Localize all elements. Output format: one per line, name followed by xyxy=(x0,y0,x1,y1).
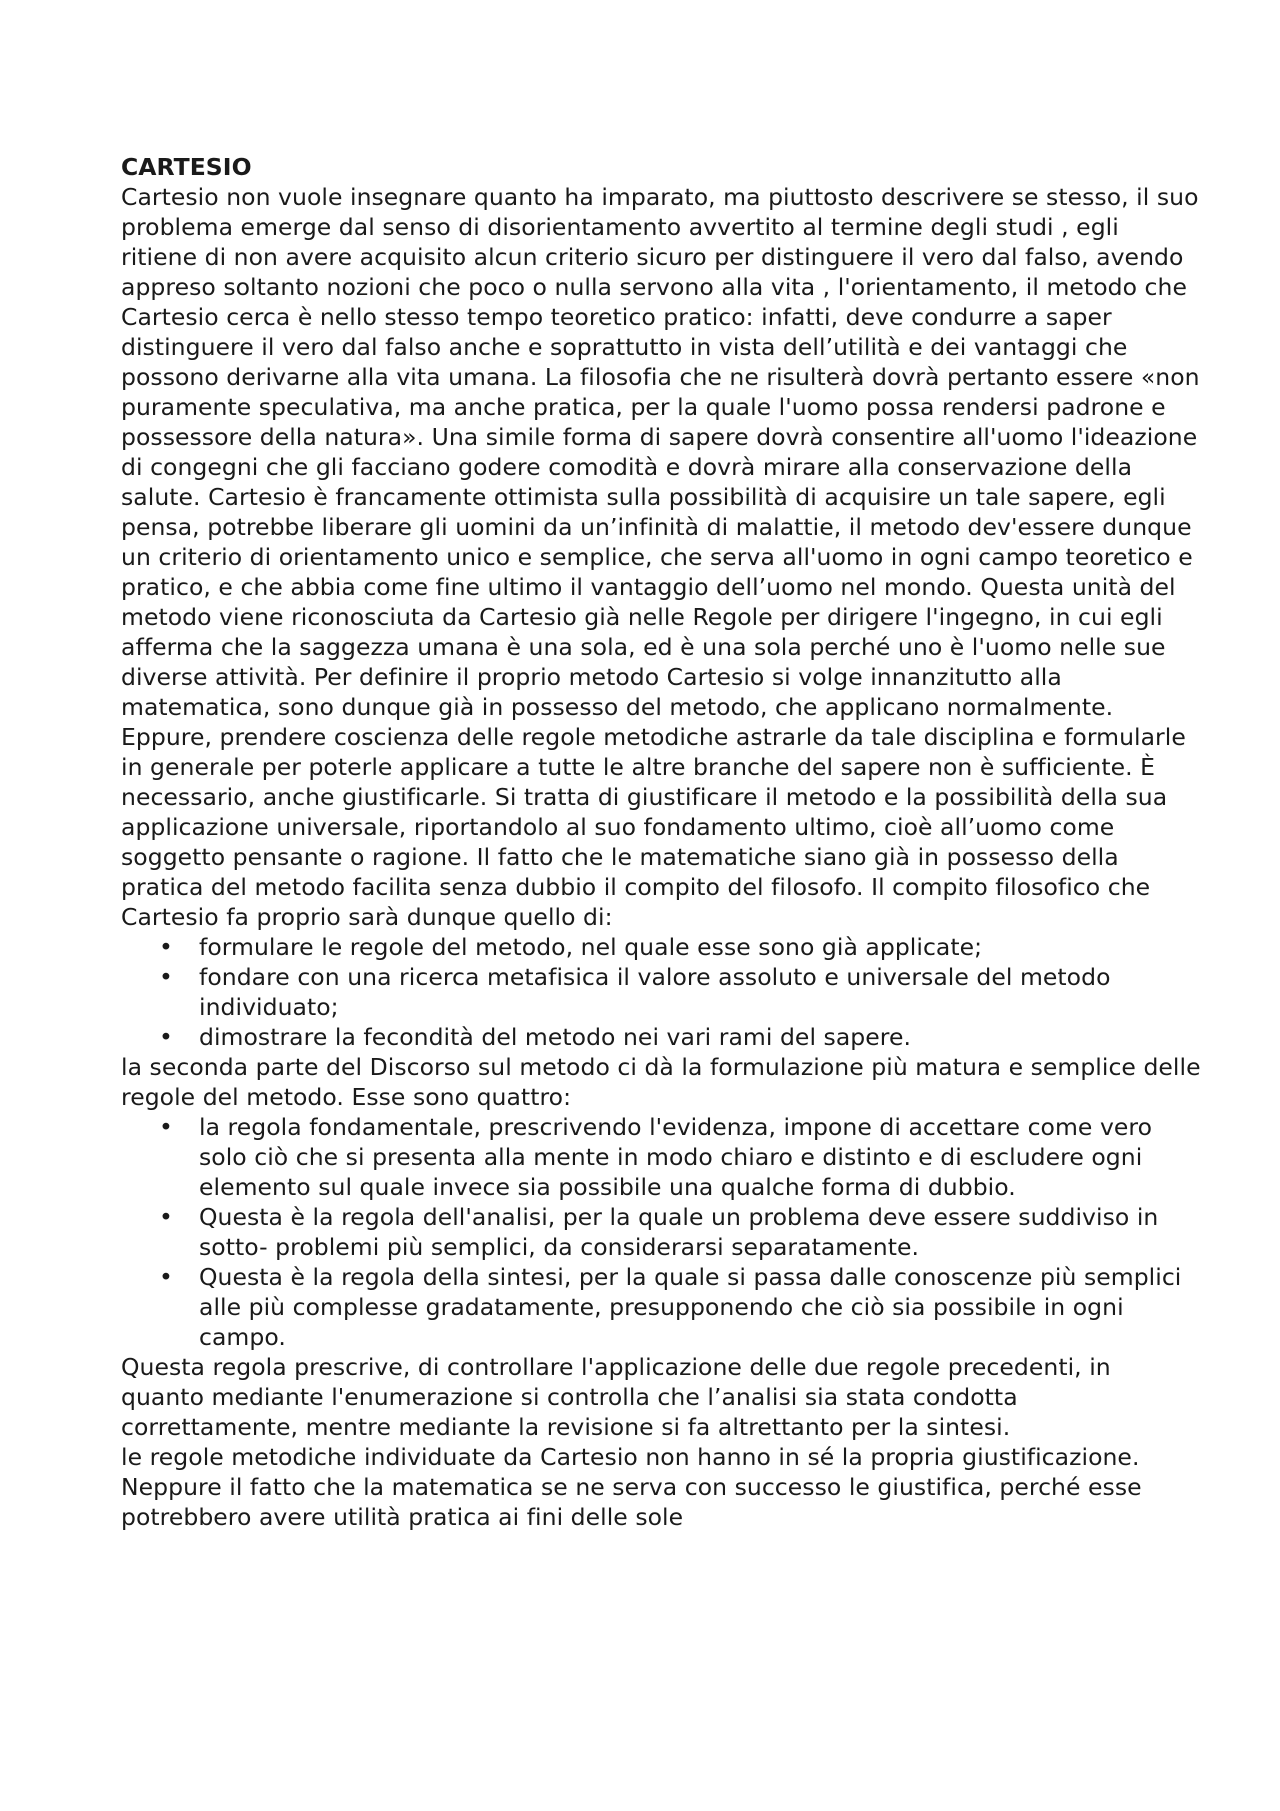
bullet-icon: • xyxy=(159,1263,173,1291)
bullet-icon: • xyxy=(159,1203,173,1231)
list-item-text: dimostrare la fecondità del metodo nei vari rami del sapere. xyxy=(199,1023,911,1051)
list-item xyxy=(121,932,1201,962)
bullet-icon: • xyxy=(159,1113,173,1141)
list-item xyxy=(121,962,1201,1022)
list-item xyxy=(121,1022,1201,1052)
closing-paragraph: le regole metodiche individuate da Cartesio non hanno in sé la propria giustificazione. Neppure il fatto che la matematica se ne serva con successo le giustifica, perché esse potrebbero avere utilità pratica ai fini delle sole xyxy=(121,1443,1142,1531)
bullet-icon: • xyxy=(159,1023,173,1051)
rules-list xyxy=(121,1112,1201,1352)
list-item-text: Questa è la regola della sintesi, per la quale si passa dalle conoscenze più semplici alle più complesse gradatamente, presupponendo che ciò sia possibile in ogni campo. xyxy=(199,1263,1182,1351)
intro-paragraph: Cartesio non vuole insegnare quanto ha imparato, ma piuttosto descrivere se stesso, il suo problema emerge dal senso di disorientamento avvertito al termine degli studi , egli ritiene di non avere acquisito alcun criterio sicuro per distinguere il vero dal falso, avendo appreso soltanto nozioni che poco o nulla servono alla vita , l'orientamento, il metodo che Cartesio cerca è nello stesso tempo teoretico pratico: infatti, deve condurre a saper distinguere il vero dal falso anche e soprattutto in vista dell’utilità e dei vantaggi che possono derivarne alla vita umana. La filosofia che ne risulterà dovrà pertanto essere «non puramente speculativa, ma anche pratica, per la quale l'uomo possa rendersi padrone e possessore della natura». Una simile forma di sapere dovrà consentire all'uomo l'ideazione di congegni che gli facciano godere comodità e dovrà mirare alla conservazione della salute. Cartesio è francamente ottimista sulla possibilità di acquisire un tale sapere, egli pensa, potrebbe liberare gli uomini da un’infinità di malattie, il metodo dev'essere dunque un criterio di orientamento unico e semplice, che serva all'uomo in ogni campo teoretico e pratico, e che abbia come fine ultimo il vantaggio dell’uomo nel mondo. Questa unità del metodo viene riconosciuta da Cartesio già nelle Regole per dirigere l'ingegno, in cui egli afferma che la saggezza umana è una sola, ed è una sola perché uno è l'uomo nelle sue diverse attività. Per definire il proprio metodo Cartesio si volge innanzitutto alla matematica, sono dunque già in possesso del metodo, che applicano normalmente. Eppure, prendere coscienza delle regole metodiche astrarle da tale disciplina e formularle in generale per poterle applicare a tutte le altre branche del sapere non è sufficiente. È necessario, anche giustificarle. Si tratta di giustificare il metodo e la possibilità della sua applicazione universale, riportandolo al suo fondamento ultimo, cioè all’uomo come soggetto pensante o ragione. Il fatto che le matematiche siano già in possesso della pratica del metodo facilita senza dubbio il compito del filosofo. Il compito filosofico che Cartesio fa proprio sarà dunque quello di: xyxy=(121,183,1200,931)
bullet-icon: • xyxy=(159,933,173,961)
tasks-list xyxy=(121,932,1201,1052)
document-page xyxy=(121,152,1201,1532)
list-item xyxy=(121,1112,1201,1202)
rules-intro-paragraph: la seconda parte del Discorso sul metodo ci dà la formulazione più matura e semplice delle regole del metodo. Esse sono quattro: xyxy=(121,1053,1201,1111)
list-item-text: la regola fondamentale, prescrivendo l'evidenza, impone di accettare come vero solo ciò che si presenta alla mente in modo chiaro e distinto e di escludere ogni elemento sul quale invece sia possibile una qualche forma di dubbio. xyxy=(199,1113,1153,1201)
list-item-text: fondare con una ricerca metafisica il valore assoluto e universale del metodo individuato; xyxy=(199,963,1111,1021)
fourth-rule-paragraph: Questa regola prescrive, di controllare l'applicazione delle due regole precedenti, in quanto mediante l'enumerazione si controlla che l’analisi sia stata condotta correttamente, mentre mediante la revisione si fa altrettanto per la sintesi. xyxy=(121,1353,1111,1441)
bullet-icon: • xyxy=(159,963,173,991)
document-title: CARTESIO xyxy=(121,153,252,181)
list-item xyxy=(121,1202,1201,1262)
list-item-text: Questa è la regola dell'analisi, per la quale un problema deve essere suddiviso in sotto- problemi più semplici, da considerarsi separatamente. xyxy=(199,1203,1159,1261)
list-item-text: formulare le regole del metodo, nel quale esse sono già applicate; xyxy=(199,933,983,961)
list-item xyxy=(121,1262,1201,1352)
